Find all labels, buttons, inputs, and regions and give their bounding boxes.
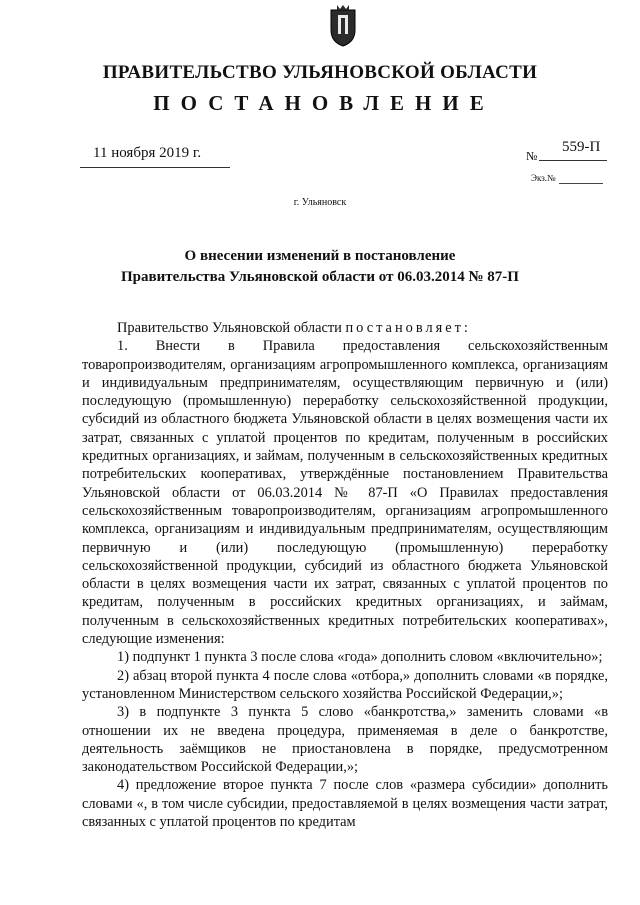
paragraph-4: 3) в подпункте 3 пункта 5 слово «банкротства,» заменить словами «в отношении их не введена процедура, применяемая в деле о банкротстве, деятельность заёмщиков не приостановлена в порядке, предусмотренном законодательством Российской Федерации,»; [82, 704, 608, 776]
intro-verb: постановляет: [345, 320, 471, 336]
coat-of-arms-icon [328, 4, 358, 48]
title-line-1: О внесении изменений в постановление [184, 248, 456, 264]
intro-paragraph [82, 319, 608, 337]
government-name: ПРАВИТЕЛЬСТВО УЛЬЯНОВСКОЙ ОБЛАСТИ [102, 62, 538, 83]
intro-subject: Правительство Ульяновской области [117, 320, 342, 336]
paragraph-2: 1) подпункт 1 пункта 3 после слова «года» дополнить словом «включительно»; [117, 649, 603, 666]
number-label: № [526, 149, 538, 163]
number-underline [539, 160, 607, 161]
paragraph-5: 4) предложение второе пункта 7 после слов «размера субсидии» дополнить словами «, в том числе субсидии, предоставляемой в целях возмещения части затрат, связанных с уплатой процентов по кредитам [82, 777, 608, 831]
document-date: 11 ноября 2019 г. [93, 145, 202, 161]
document-number: 559-П [562, 139, 601, 155]
document-type: ПОСТАНОВЛЕНИЕ [153, 91, 495, 115]
paragraph-1: 1. Внести в Правила предоставления сельскохозяйственным товаропроизводителям, организациям агропромышленного комплекса, организациям и индивидуальным предпринимателям, осуществляющим первичную и (или) последующую (промышленную) переработку сельскохозяйственной продукции, субсидий из областного бюджета Ульяновской области в целях возмещения части их затрат, связанных с уплатой процентов по кредитам, полученным в российских кредитных организациях, и займам, полученным в сельскохозяйственных кредитных потребительских кооперативах, утверждённые постановлением Правительства Ульяновской области от 06.03.2014 № 87-П «О Правилах предоставления сельскохозяйственным товаропроизводителям, организациям агропромышленного комплекса, организациям и индивидуальным предпринимателям, осуществляющим первичную и (или) последующую (промышленную) переработку сельскохозяйственной продукции, субсидий из областного бюджета Ульяновской области в целях возмещения части их затрат, связанных с уплатой процентов по кредитам, полученным в российских кредитных организациях, и займам, полученным в сельскохозяйственных кредитных потребительских кооперативах», следующие изменения: [82, 338, 608, 648]
date-underline [80, 167, 230, 168]
paragraph-3: 2) абзац второй пункта 4 после слова «отбора,» дополнить словами «в порядке, установленном Министерством сельского хозяйства Российской Федерации,»; [82, 667, 608, 702]
copy-number-label: Экз.№ [531, 173, 556, 183]
copy-number-underline [559, 183, 603, 184]
city: г. Ульяновск [293, 197, 347, 208]
document-title [0, 246, 640, 288]
title-line-2: Правительства Ульяновской области от 06.03.2014 № 87-П [121, 269, 519, 285]
document-body [82, 319, 608, 831]
